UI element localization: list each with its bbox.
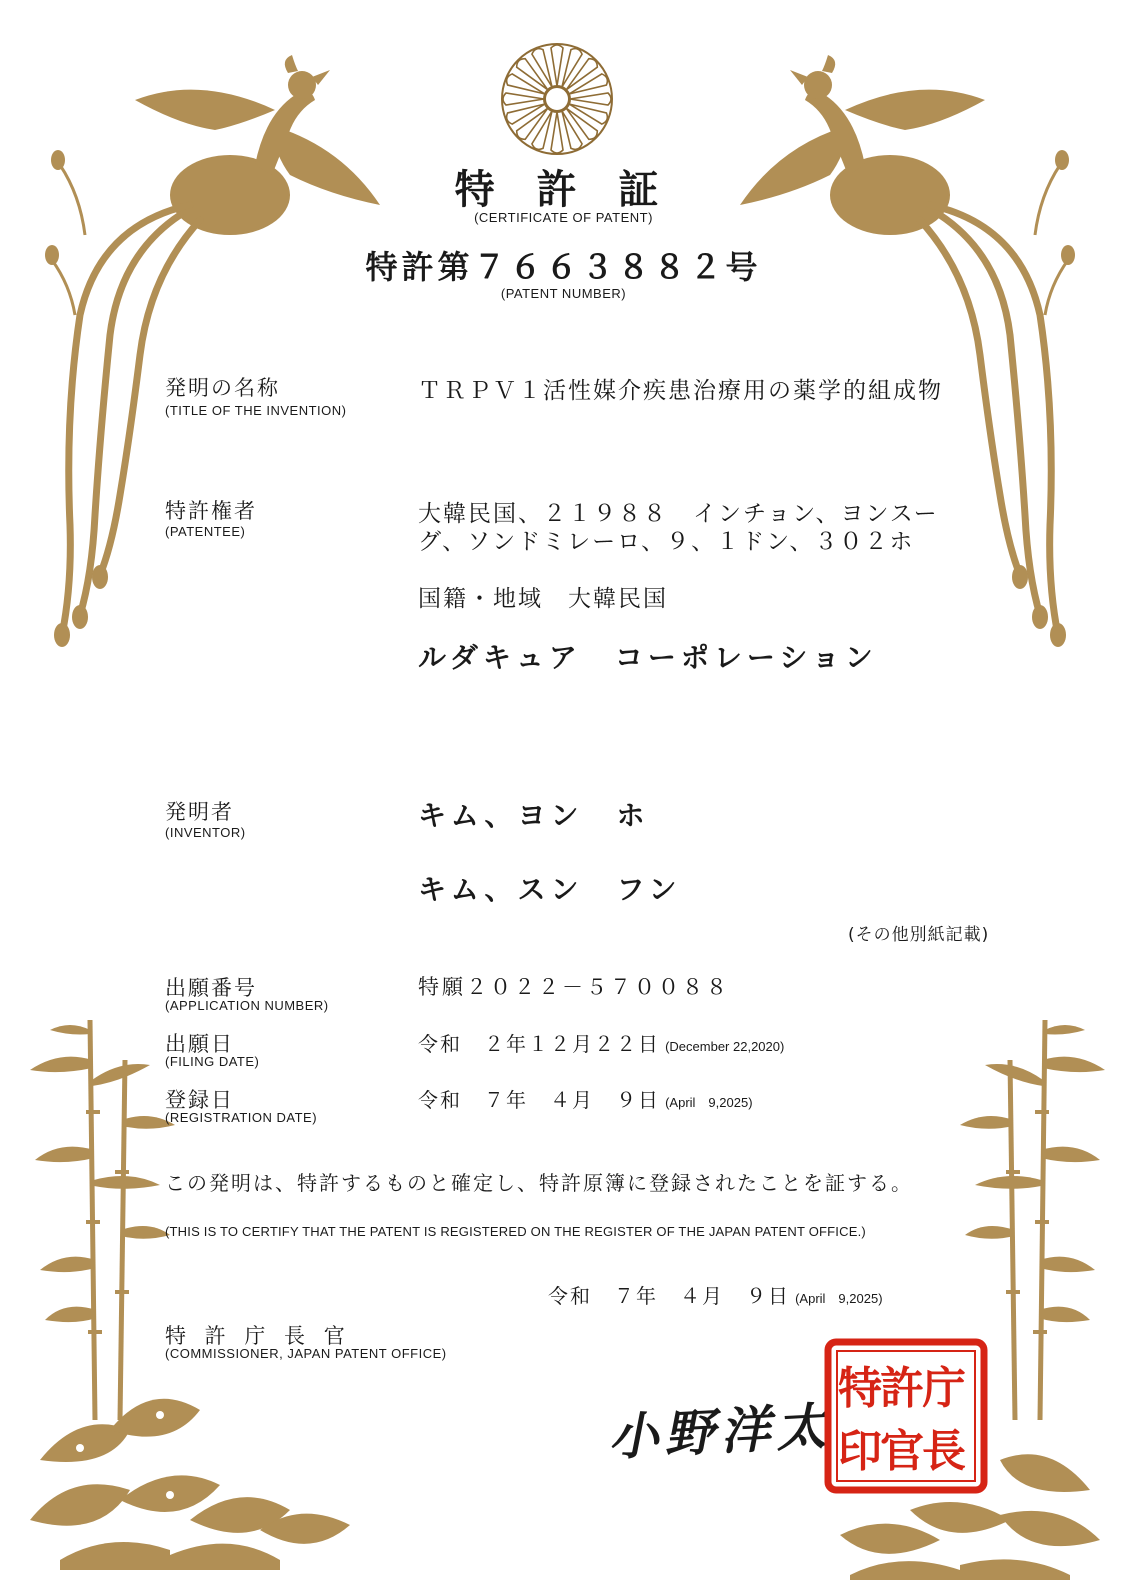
invention-title: ＴＲＰＶ１活性媒介疾患治療用の薬学的組成物 — [418, 378, 943, 404]
commissioner-label-en: (COMMISSIONER, JAPAN PATENT OFFICE) — [165, 1346, 447, 1361]
registration-date — [418, 1084, 753, 1113]
certification-date — [548, 1280, 883, 1309]
filing-label-en: (FILING DATE) — [165, 1054, 260, 1069]
inventor-name: キム、スン フン — [418, 873, 682, 906]
phoenix-right-ornament — [735, 55, 1080, 655]
inventor-note: (その他別紙記載) — [848, 925, 990, 945]
foliage-left-ornament — [20, 1370, 360, 1570]
patent-number: 特許第７６６３８８２号 — [365, 248, 762, 286]
patentee-nationality: 国籍・地域 大韓民国 — [418, 586, 668, 612]
patentee-label-en: (PATENTEE) — [165, 524, 246, 539]
svg-text:許: 許 — [880, 1363, 924, 1414]
invention-label: 発明の名称 — [165, 376, 280, 400]
filing-label: 出願日 — [165, 1032, 234, 1056]
svg-text:長: 長 — [922, 1426, 966, 1477]
phoenix-left-ornament — [40, 55, 385, 655]
registration-label-en: (REGISTRATION DATE) — [165, 1110, 318, 1125]
registration-date-en: (April 9,2025) — [665, 1095, 753, 1110]
application-label-en: (APPLICATION NUMBER) — [165, 998, 329, 1013]
svg-text:特: 特 — [838, 1363, 882, 1414]
filing-date-jp: 令和 ２年１２月２２日 — [418, 1032, 660, 1056]
application-number: 特願２０２２－５７００８８ — [418, 975, 730, 999]
invention-label-en: (TITLE OF THE INVENTION) — [165, 403, 347, 418]
filing-date — [418, 1028, 784, 1057]
patent-number-en: (PATENT NUMBER) — [500, 286, 627, 301]
svg-text:印: 印 — [838, 1426, 882, 1477]
filing-date-en: (December 22,2020) — [665, 1039, 785, 1054]
commissioner-signature: 小野洋太 — [606, 1396, 834, 1467]
application-label: 出願番号 — [165, 976, 257, 1000]
bamboo-left-ornament — [20, 1020, 180, 1420]
patentee-address-line2: グ、ソンドミレーロ、９、１ドン、３０２ホ — [418, 529, 915, 555]
svg-text:庁: 庁 — [922, 1363, 966, 1414]
registration-date-jp: 令和 ７年 ４月 ９日 — [418, 1088, 660, 1112]
certificate-title: 特 許 証 — [454, 167, 673, 213]
svg-text:官: 官 — [880, 1426, 924, 1477]
patentee-address-line1: 大韓民国、２１９８８ インチョン、ヨンスー — [418, 501, 939, 527]
inventor-name: キム、ヨン ホ — [418, 799, 650, 832]
certification-date-jp: 令和 ７年 ４月 ９日 — [548, 1284, 790, 1308]
commissioner-label: 特 許 庁 長 官 — [165, 1324, 351, 1348]
certification-date-en: (April 9,2025) — [795, 1291, 883, 1306]
registration-label: 登録日 — [165, 1088, 234, 1112]
chrysanthemum-emblem-icon — [498, 40, 616, 158]
patentee-label: 特許権者 — [165, 499, 257, 523]
certification-text-en: (THIS IS TO CERTIFY THAT THE PATENT IS REGISTERED ON THE REGISTER OF THE JAPAN PATENT OFFICE.) — [165, 1224, 866, 1239]
inventor-label: 発明者 — [165, 800, 234, 824]
certification-text: この発明は、特許するものと確定し、特許原簿に登録されたことを証する。 — [165, 1171, 913, 1195]
official-seal-stamp — [824, 1338, 988, 1494]
patentee-name: ルダキュア コーポレーション — [418, 641, 878, 674]
inventor-label-en: (INVENTOR) — [165, 825, 246, 840]
certificate-title-en: (CERTIFICATE OF PATENT) — [474, 210, 653, 225]
